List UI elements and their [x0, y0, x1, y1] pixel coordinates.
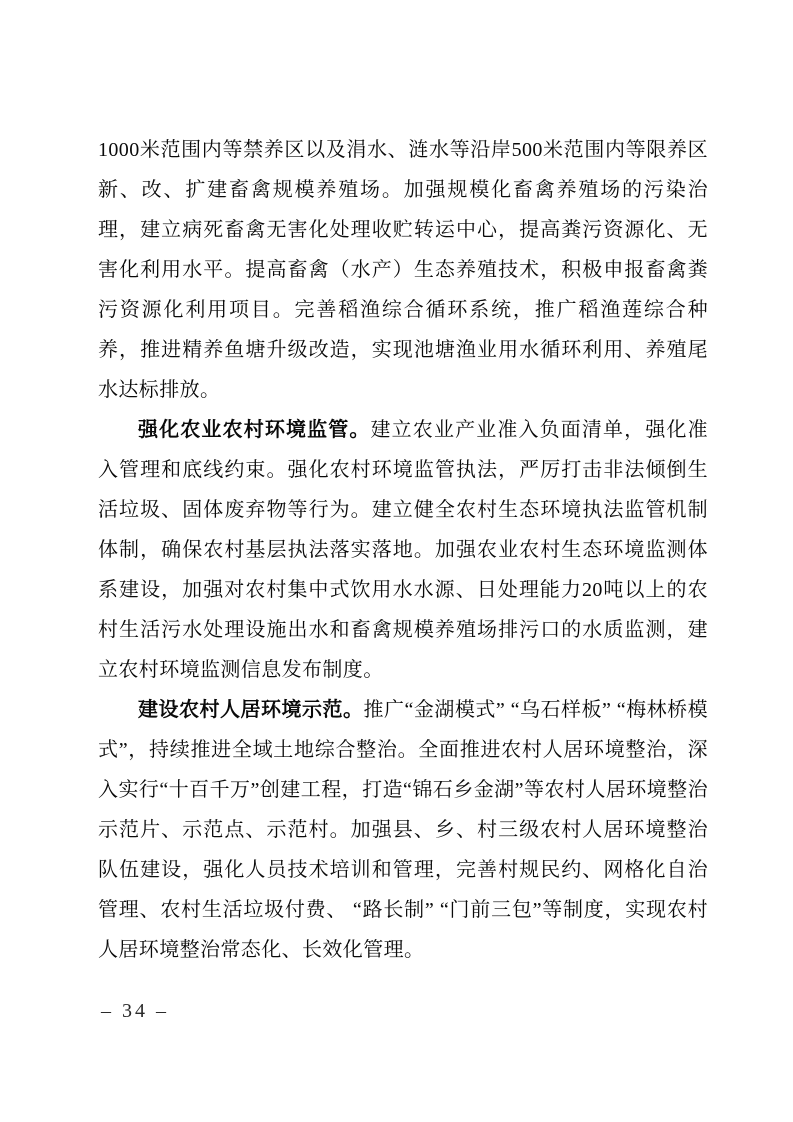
paragraph-continuation [98, 130, 708, 410]
paragraph-agriculture-supervision [98, 410, 708, 690]
document-body [98, 130, 708, 970]
paragraph-lead: 强化农业农村环境监管。 [138, 419, 371, 441]
paragraph-body: 1000米范围内等禁养区以及涓水、涟水等沿岸500米范围内等限养区新、改、扩建畜禽规模养殖场。加强规模化畜禽养殖场的污染治理，建立病死畜禽无害化处理收贮转运中心，提高粪污资源化、无害化利用水平。提高畜禽（水产）生态养殖技术，积极申报畜禽粪污资源化利用项目。完善稻渔综合循环系统，推广稻渔莲综合种养，推进精养鱼塘升级改造，实现池塘渔业用水循环利用、养殖尾水达标排放。 [98, 139, 708, 401]
paragraph-lead: 建设农村人居环境示范。 [138, 699, 364, 721]
page-number: – 34 – [101, 1000, 169, 1022]
paragraph-body: 建立农业产业准入负面清单，强化准入管理和底线约束。强化农村环境监管执法，严厉打击非法倾倒生活垃圾、固体废弃物等行为。建立健全农村生态环境执法监管机制体制，确保农村基层执法落实落地。加强农业农村生态环境监测体系建设，加强对农村集中式饮用水水源、日处理能力20吨以上的农村生活污水处理设施出水和畜禽规模养殖场排污口的水质监测，建立农村环境监测信息发布制度。 [98, 419, 709, 681]
paragraph-rural-living-environment [98, 690, 708, 970]
paragraph-body: 推广“金湖模式” “乌石样板” “梅林桥模式”，持续推进全域土地综合整治。全面推进农村人居环境整治，深入实行“十百千万”创建工程，打造“锦石乡金湖”等农村人居环境整治示范片、示范点、示范村。加强县、乡、村三级农村人居环境整治队伍建设，强化人员技术培训和管理，完善村规民约、网格化自治管理、农村生活垃圾付费、 “路长制” “门前三包”等制度，实现农村人居环境整治常态化、长效化管理。 [98, 699, 708, 961]
